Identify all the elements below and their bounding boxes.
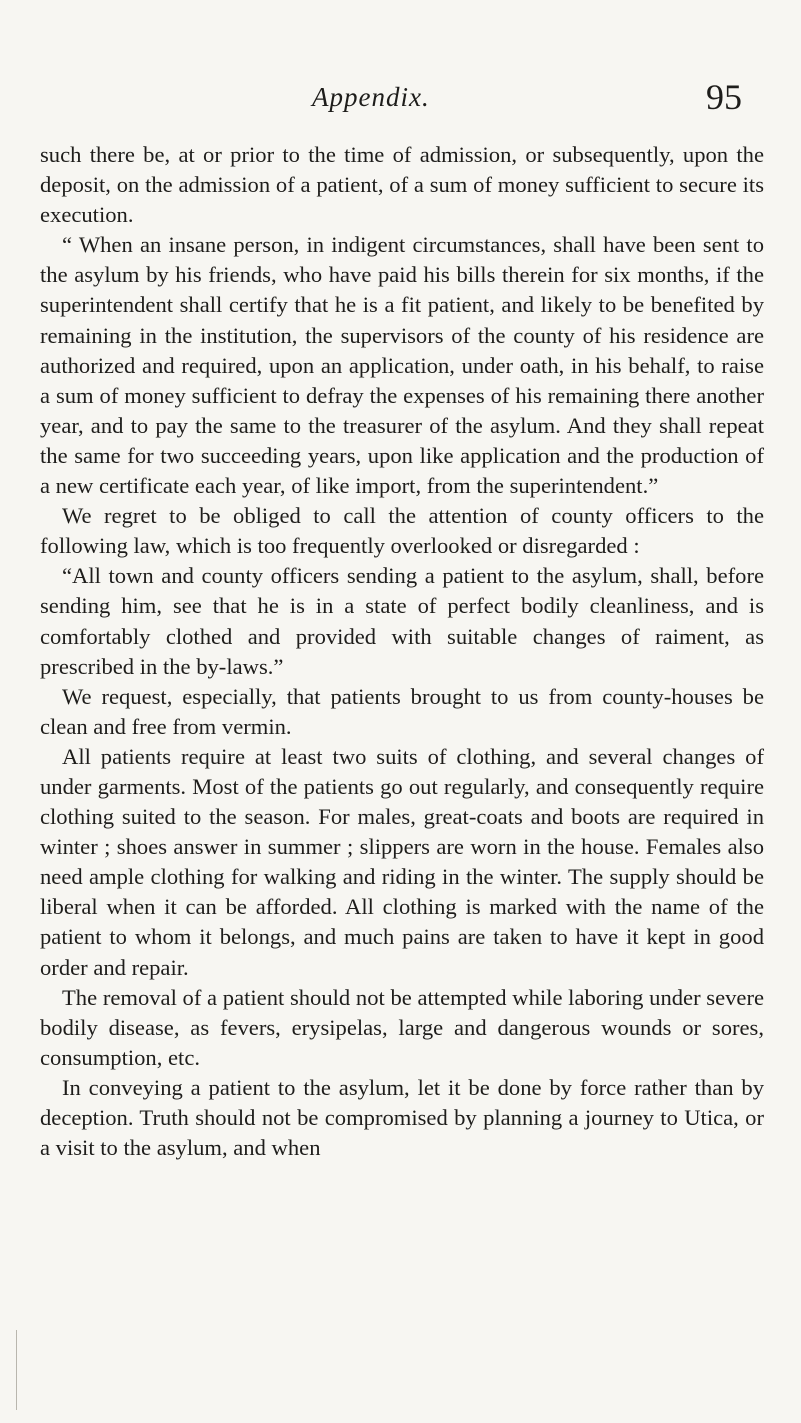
body-text [40, 140, 764, 1163]
paragraph-removal: The removal of a patient should not be attempted while laboring under severe bodily disease, as fevers, erysipelas, large and dangerous wounds or sores, consumption, etc. [40, 984, 764, 1070]
running-head [0, 76, 801, 120]
paragraph-clothing: All patients require at least two suits of clothing, and several changes of under garments. Most of the patients go out regularly, and consequently require clothing suited to the season. For males, great-coats and boots are required in winter ; shoes answer in summer ; slippers are worn in the house. Females also need ample clothing for walking and riding in the winter. The supply should be liberal when it can be afforded. All clothing is marked with the name of the patient to whom it belongs, and much pains are taken to have it kept in good order and repair. [40, 743, 764, 980]
running-title: Appendix. [312, 82, 430, 112]
paragraph-vermin: We request, especially, that patients brought to us from county-houses be clean and free from vermin. [40, 683, 764, 739]
paragraph-quoted-law-cleanliness: “All town and county officers sending a patient to the asylum, shall, before sending him, see that he is in a state of perfect bodily cleanliness, and is comfortably clothed and provided with suitable changes of raiment, as prescribed in the by-laws.” [40, 563, 764, 679]
paragraph-quoted-law-indigent: “ When an insane person, in indigent circumstances, shall have been sent to the asylum by his friends, who have paid his bills therein for six months, if the superintendent shall certify that he is a fit patient, and likely to be benefited by remaining in the institution, the supervisors of the county of his residence are authorized and required, upon an application, under oath, in his behalf, to raise a sum of money sufficient to defray the expenses of his remaining there another year, and to pay the same to the treasurer of the asylum. And they shall repeat the same for two succeeding years, upon like application and the production of a new certificate each year, of like import, from the superintendent.” [40, 232, 764, 499]
paragraph-county-officers: We regret to be obliged to call the attention of county officers to the following law, which is too frequently overlooked or disregarded : [40, 503, 764, 559]
paragraph-continuation: such there be, at or prior to the time of admission, or subsequently, upon the deposit, on the admission of a patient, of a sum of money sufficient to secure its execution. [40, 142, 764, 228]
scan-margin-shadow [16, 1330, 17, 1410]
paragraph-conveying: In conveying a patient to the asylum, let it be done by force rather than by deception. Truth should not be compromised by planning a journey to Utica, or a visit to the asylum, and when [40, 1074, 764, 1161]
page-number: 95 [706, 77, 742, 117]
